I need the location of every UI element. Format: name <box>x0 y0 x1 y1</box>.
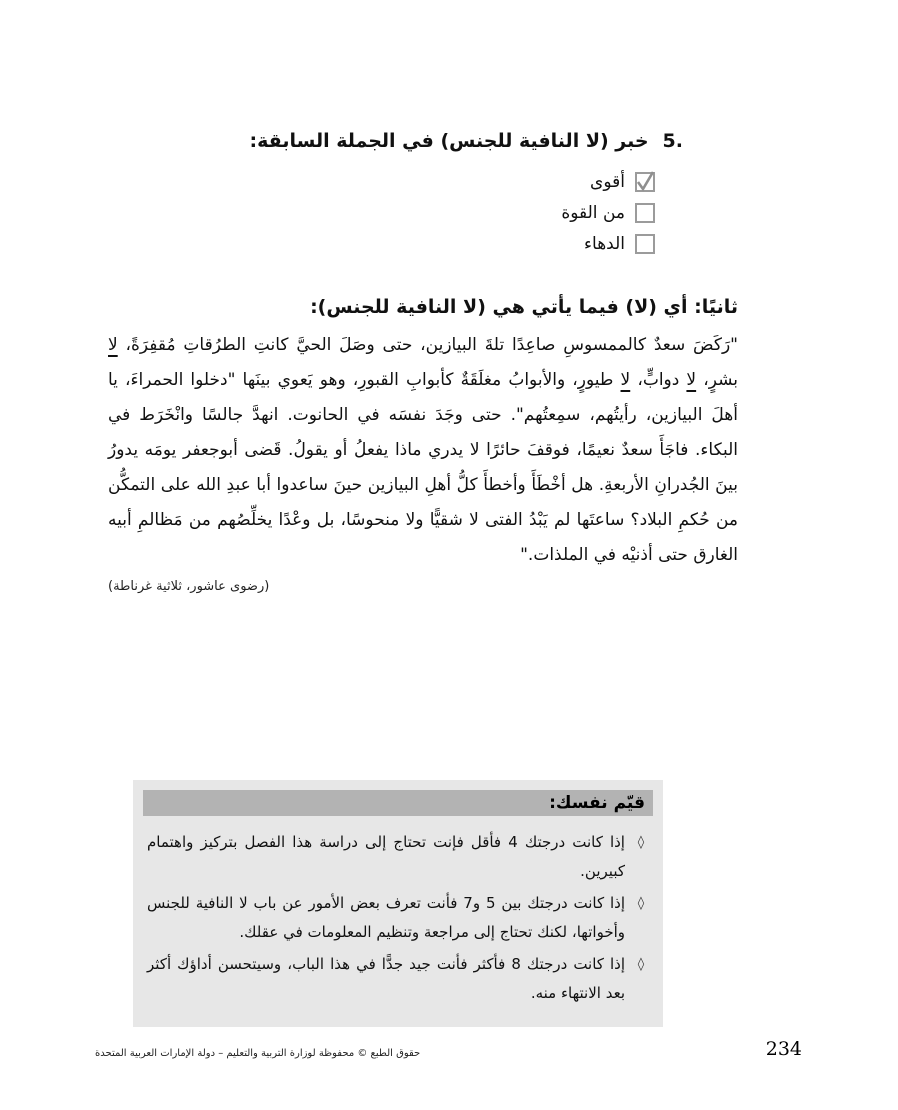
underlined-la: لا <box>108 335 118 355</box>
reading-passage: "رَكَضَ سعدٌ كالممسوسِ صاعِدًا تلةَ البيازين، حتى وصَلَ الحيَّ كانتِ الطرُقاتِ مُقفِرَةً، لا بشرٍ، لا دوابٍّ، لا طيورٍ، والأبوابُ مغلَقَةٌ كأبوابِ القبورِ، وهو يَعوي بينَها "دخلوا الحمراءَ، يا أهلَ البيازين، رأيتُهم، سمِعتُهم". حتى وجَدَ نفسَه في الحانوت. انهدَّ جالسًا وانْخَرَط في البكاء. فاجَأَ سعدٌ نعيمًا، فوقفَ حائرًا لا يدري ماذا يفعلُ أو يقولُ. قَضى أبوجعفر يومَه يدورُ بينَ الجُدرانِ الأربعةِ. هل أخْطَأَ وأخطأَ كلُّ أهلِ البيازين حينَ ساعدوا أبا عبدِ الله على التمكُّن من حُكمِ البلاد؟ ساعتَها لم يَبْدُ الفتى لا شقيًّا ولا منحوسًا، بل وعْدًا يخلِّصُهم من مَظالمِ أبيه الغارق حتى أذنيْه في الملذات." <box>108 335 738 565</box>
assessment-item-text: إذا كانت درجتك 8 فأكثر فأنت جيد جدًّا في هذا الباب، وسيتحسن أداؤك أكثر بعد الانتهاء منه. <box>147 955 625 1002</box>
assessment-item-text: إذا كانت درجتك 4 فأقل فإنت تحتاج إلى دراسة هذا الفصل بتركيز واهتمام كبيرين. <box>147 833 625 880</box>
option-row <box>561 203 655 223</box>
assessment-item <box>147 828 649 886</box>
assessment-item-text: إذا كانت درجتك بين 5 و7 فأنت تعرف بعض الأمور عن باب لا النافية للجنس وأخواتها، لكنك تحتاج إلى مراجعة وتنظيم المعلومات في عقلك. <box>147 894 625 941</box>
option-row <box>561 172 655 192</box>
option-label: الدهاء <box>584 234 625 254</box>
checkbox[interactable] <box>635 203 655 223</box>
lozenge-bullet-icon: ◊ <box>637 896 645 911</box>
page-number: 234 <box>765 1038 802 1060</box>
option-label: من القوة <box>561 203 625 223</box>
copyright-notice: حقوق الطبع © محفوظة لوزارة التربية والتعليم – دولة الإمارات العربية المتحدة <box>95 1048 421 1059</box>
checkmark-icon <box>634 171 656 193</box>
question-text: خبر (لا النافية للجنس) في الجملة السابقة: <box>249 130 649 152</box>
option-row <box>561 234 655 254</box>
lozenge-bullet-icon: ◊ <box>637 957 645 972</box>
checkbox[interactable] <box>635 172 655 192</box>
question-5-options <box>561 172 655 265</box>
question-5 <box>250 130 683 152</box>
exercise-2-section <box>108 296 738 594</box>
passage-attribution: (رضوى عاشور، ثلاثية غرناطة) <box>108 579 270 594</box>
assessment-item <box>147 950 649 1008</box>
checkbox[interactable] <box>635 234 655 254</box>
section-heading: ثانيًا: أي (لا) فيما يأتي هي (لا النافية للجنس): <box>310 296 738 318</box>
question-number: 5. <box>662 130 683 152</box>
self-assessment-box <box>133 780 663 1027</box>
assessment-item <box>147 889 649 947</box>
underlined-la: لا <box>620 370 631 390</box>
underlined-la: لا <box>686 370 697 390</box>
option-label: أقوى <box>590 172 625 192</box>
lozenge-bullet-icon: ◊ <box>637 835 645 850</box>
self-assessment-title: قيّم نفسك: <box>143 790 653 816</box>
